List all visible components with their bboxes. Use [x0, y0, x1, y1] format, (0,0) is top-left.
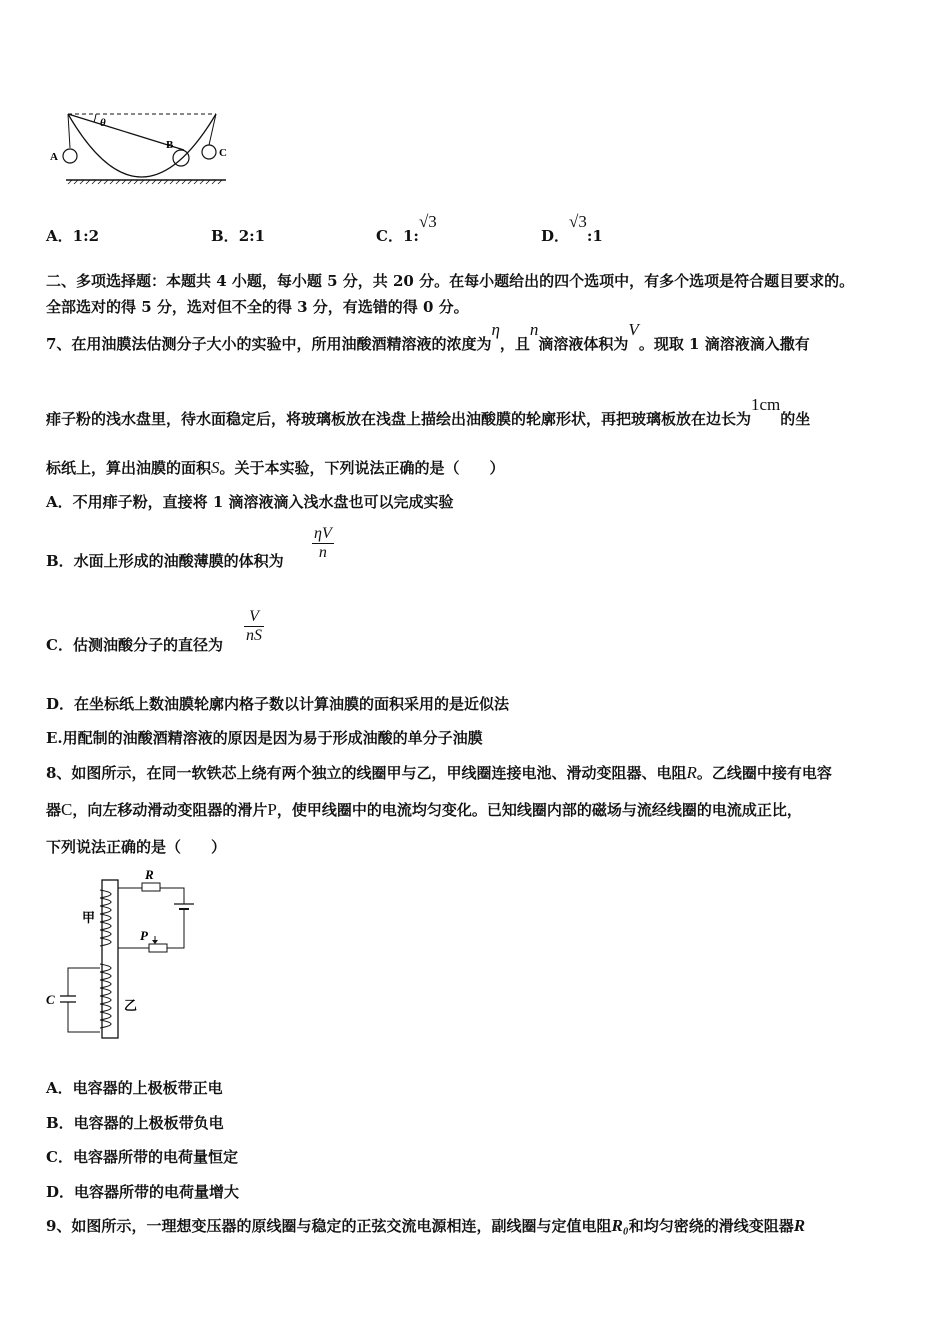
svg-text:乙: 乙: [124, 998, 138, 1013]
q7-stem-2: 痱子粉的浅水盘里，待水面稳定后，将玻璃板放在浅盘上描绘出油酸膜的轮廓形状，再把玻璃板放在边长为1cm的坐: [46, 395, 811, 428]
circuit-figure: [44, 868, 204, 1048]
section-heading-2: 全部选对的得 5 分，选对但不全的得 3 分，有选错的得 0 分。: [46, 298, 469, 316]
rheostat: [149, 944, 167, 952]
q6-option-c[interactable]: C．1:√3: [376, 212, 437, 245]
label-a: A: [50, 151, 58, 163]
q9-stem-1: 9、如图所示，一理想变压器的原线圈与稳定的正弦交流电源相连，副线圈与定值电阻R₀和均匀密绕的滑线变阻器R: [46, 1216, 806, 1235]
svg-text:P: P: [140, 928, 148, 943]
q8-option-c[interactable]: C．电容器所带的电荷量恒定: [46, 1148, 238, 1166]
q7-option-b[interactable]: B．水面上形成的油酸薄膜的体积为: [46, 552, 284, 570]
svg-text:R: R: [145, 868, 154, 882]
svg-text:C: C: [46, 992, 55, 1007]
q8-option-a[interactable]: A．电容器的上极板带正电: [46, 1079, 223, 1097]
q6-option-d[interactable]: D．√3:1: [541, 212, 603, 245]
label-theta: θ: [100, 117, 106, 129]
q7-stem-3: 标纸上，算出油膜的面积S。关于本实验，下列说法正确的是（ ）: [46, 458, 505, 477]
q8-stem-1: 8、如图所示，在同一软铁芯上绕有两个独立的线圈甲与乙，甲线圈连接电池、滑动变阻器、电阻R。乙线圈中接有电容: [46, 763, 832, 782]
label-b: B: [166, 139, 174, 151]
q7-option-d[interactable]: D．在坐标纸上数油膜轮廓内格子数以计算油膜的面积采用的是近似法: [46, 695, 510, 713]
label-c: C: [219, 147, 227, 159]
sqrt3: √3: [569, 212, 587, 231]
q7-stem-1: 7、在用油膜法估测分子大小的实验中，所用油酸酒精溶液的浓度为η，且n滴溶液体积为V。现取 1 滴溶液滴入撒有: [46, 320, 810, 353]
q8-stem-2: 器C，向左移动滑动变阻器的滑片P，使甲线圈中的电流均匀变化。已知线圈内部的磁场与流经线圈的电流成正比，: [46, 800, 802, 819]
q7-option-c[interactable]: C．估测油酸分子的直径为: [46, 636, 223, 654]
q8-stem-3: 下列说法正确的是（ ）: [46, 838, 227, 856]
q6-option-a[interactable]: A．1:2: [46, 227, 100, 245]
q6-option-b[interactable]: B．2:1: [211, 227, 266, 245]
pendulum-figure: [46, 100, 236, 190]
q8-option-d[interactable]: D．电容器所带的电荷量增大: [46, 1183, 240, 1201]
q7-option-e[interactable]: E.用配制的油酸酒精溶液的原因是因为易于形成油酸的单分子油膜: [46, 729, 483, 747]
section-heading: 二、多项选择题：本题共 4 小题，每小题 5 分，共 20 分。在每小题给出的四个选项中，有多个选项是符合题目要求的。: [46, 272, 855, 290]
resistor-r: [142, 883, 160, 891]
q7-option-a[interactable]: A．不用痱子粉，直接将 1 滴溶液滴入浅水盘也可以完成实验: [46, 493, 454, 511]
sqrt3: √3: [418, 212, 437, 231]
fraction-eta-v-over-n: $\frac{\eta V}{n}$: [314, 525, 332, 561]
svg-text:甲: 甲: [82, 910, 96, 925]
fraction-v-over-ns: $\frac{V}{nS}$: [246, 608, 262, 644]
q8-option-b[interactable]: B．电容器的上极板带负电: [46, 1114, 224, 1132]
